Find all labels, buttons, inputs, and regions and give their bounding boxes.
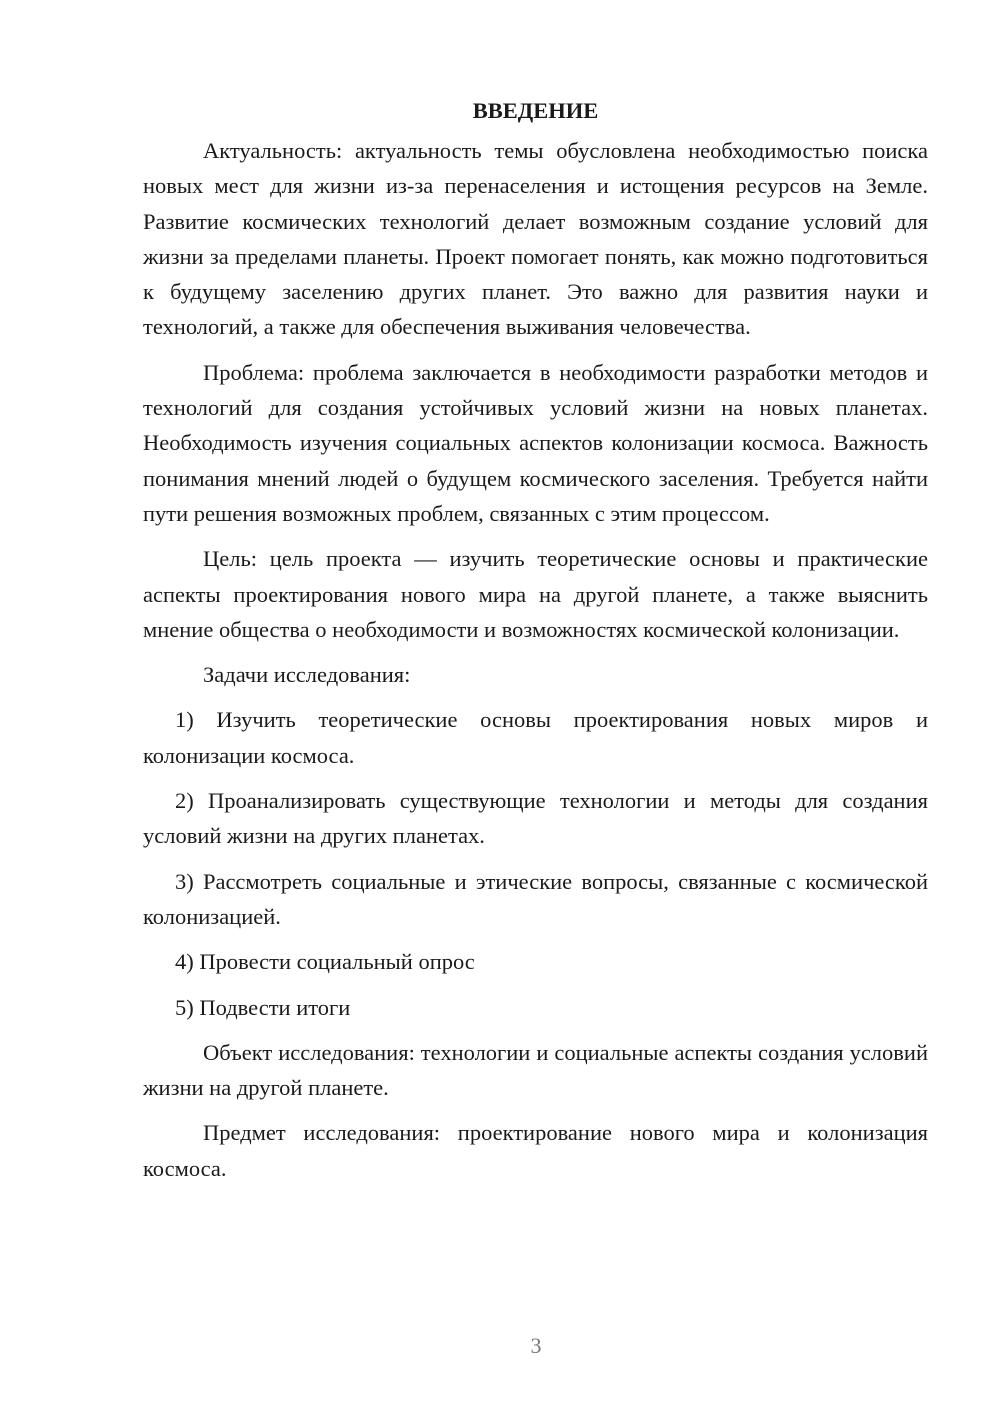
relevance-paragraph: Актуальность: актуальность темы обусловлена необходимостью поиска новых мест для жизни из-за перенаселения и истощения ресурсов на Земле. Развитие космических технологий делает возможным создание условий для жизни за пределами планеты. Проект помогает понять, как можно подготовиться к будущему заселению других планет. Это важно для развития науки и технологий, а также для обеспечения выживания человечества. (143, 138, 928, 340)
page-number: 3 (530, 1333, 542, 1358)
page-content (143, 93, 928, 1196)
task-item-5: 5) Подвести итоги (175, 994, 351, 1020)
goal-paragraph: Цель: цель проекта — изучить теоретические основы и практические аспекты проектирования нового мира на другой планете, а также выяснить мнение общества о необходимости и возможностях космической колонизации. (143, 546, 928, 642)
task-item-1: 1) Изучить теоретические основы проектирования новых миров и колонизации космоса. (143, 707, 928, 768)
page-title: ВВЕДЕНИЕ (472, 98, 599, 123)
object-paragraph: Объект исследования: технологии и социальные аспекты создания условий жизни на другой планете. (143, 1039, 928, 1101)
problem-paragraph: Проблема: проблема заключается в необходимости разработки методов и технологий для создания устойчивых условий жизни на новых планетах. Необходимость изучения социальных аспектов колонизации космоса. Важность понимания мнений людей о будущем космического заселения. Требуется найти пути решения возможных проблем, связанных с этим процессом. (143, 359, 928, 526)
tasks-heading: Задачи исследования: (203, 662, 411, 688)
task-item-2: 2) Проанализировать существующие технологии и методы для создания условий жизни на других планетах. (143, 788, 928, 849)
task-item-3: 3) Рассмотреть социальные и этические вопросы, связанные с космической колонизацией. (143, 868, 928, 929)
task-item-4: 4) Провести социальный опрос (175, 949, 475, 975)
subject-paragraph: Предмет исследования: проектирование нового мира и колонизация космоса. (143, 1120, 928, 1181)
